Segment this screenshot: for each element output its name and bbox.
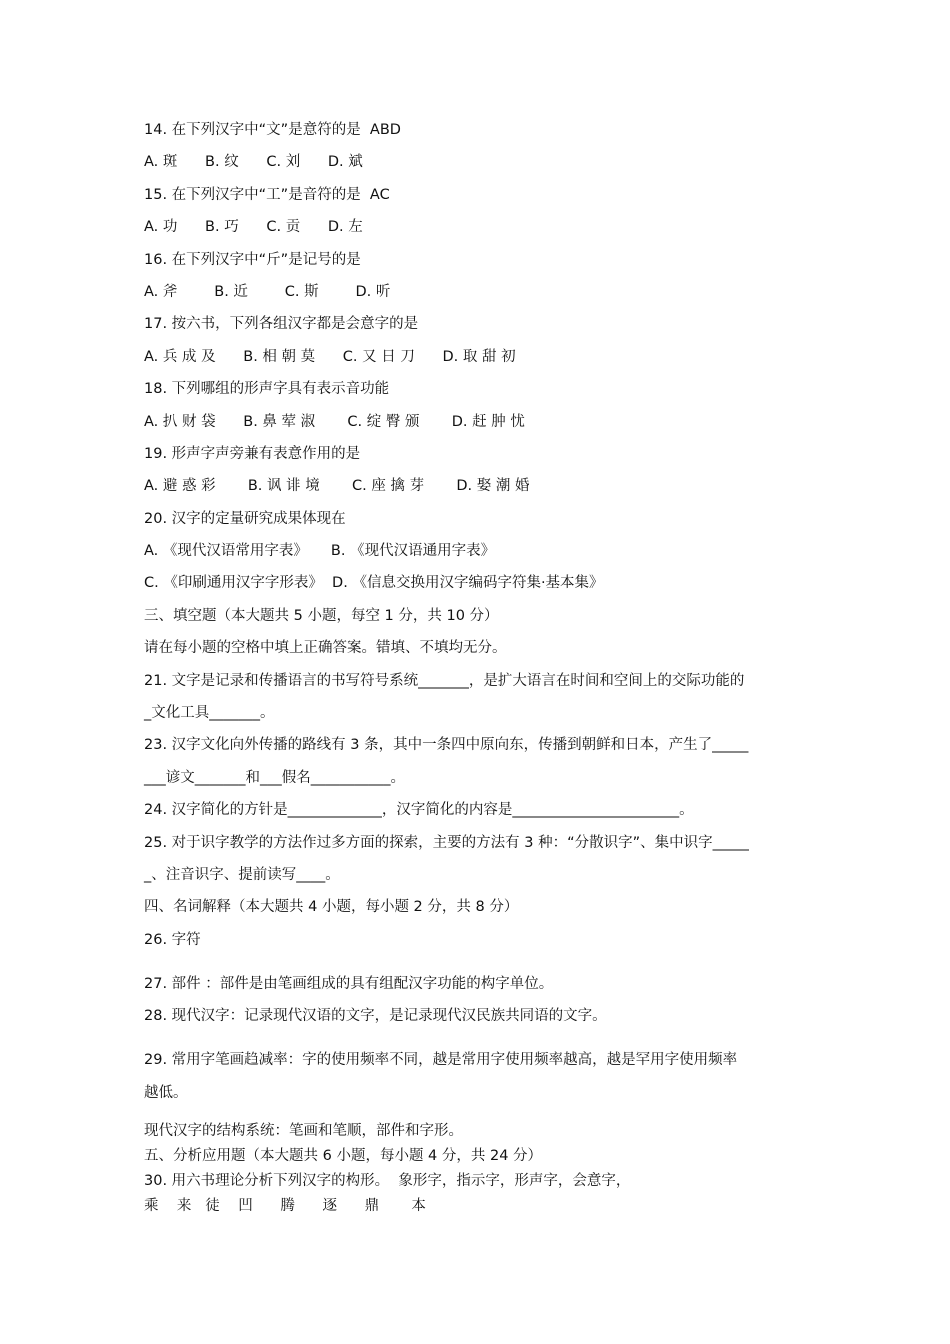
question-21-line1: 21. 文字是记录和传播语言的书写符号系统_______，是扩大语言在时间和空间上的交际功能的 xyxy=(144,672,745,689)
question-25-line1: 25. 对于识字教学的方法作过多方面的探索，主要的方法有 3 种：“分散识字”、集中识字_____ xyxy=(144,834,749,851)
options-19: A. 避 惑 彩 B. 讽 诽 境 C. 座 擒 芽 D. 娶 潮 婚 xyxy=(144,478,530,495)
question-30-characters: 乘 来 徒 凹 腾 逐 鼎 本 xyxy=(144,1197,426,1214)
section-3-heading: 三、填空题（本大题共 5 小题，每空 1 分，共 10 分） xyxy=(144,607,499,624)
question-26: 26. 字符 xyxy=(144,931,201,948)
structure-system-note: 现代汉字的结构系统：笔画和笔顺，部件和字形。 xyxy=(144,1122,463,1139)
options-20-cd: C. 《印刷通用汉字字形表》 D. 《信息交换用汉字编码字符集·基本集》 xyxy=(144,575,604,592)
options-15: A. 功 B. 巧 C. 贡 D. 左 xyxy=(144,219,363,236)
question-18: 18. 下列哪组的形声字具有表示音功能 xyxy=(144,381,390,398)
options-16: A. 斧 B. 近 C. 斯 D. 听 xyxy=(144,283,391,300)
question-27: 27. 部件 ：部件是由笔画组成的具有组配汉字功能的构字单位。 xyxy=(144,975,554,992)
section-5-heading: 五、分析应用题（本大题共 6 小题，每小题 4 分，共 24 分） xyxy=(144,1147,543,1164)
question-16: 16. 在下列汉字中“斤”是记号的是 xyxy=(144,251,361,268)
options-18: A. 扒 财 袋 B. 鼻 荤 淑 C. 绽 臀 颁 D. 赶 肿 忧 xyxy=(144,413,525,430)
spacer xyxy=(144,1109,824,1119)
question-30: 30. 用六书理论分析下列汉字的构形。 象形字，指示字，形声字，会意字， xyxy=(144,1172,631,1189)
document-page xyxy=(144,114,824,1219)
question-29-line1: 29. 常用字笔画趋减率：字的使用频率不同，越是常用字使用频率越高，越是罕用字使用频率 xyxy=(144,1052,738,1069)
question-19: 19. 形声字声旁兼有表意作用的是 xyxy=(144,445,361,462)
question-23-line1: 23. 汉字文化向外传播的路线有 3 条，其中一条四中原向东，传播到朝鲜和日本，产生了_____ xyxy=(144,737,749,754)
question-28: 28. 现代汉字：记录现代汉语的文字，是记录现代汉民族共同语的文字。 xyxy=(144,1008,607,1025)
question-21-line2: _文化工具_______。 xyxy=(144,705,275,722)
question-15: 15. 在下列汉字中“工”是音符的是 AC xyxy=(144,186,390,203)
question-29-line2: 越低。 xyxy=(144,1084,188,1101)
options-17: A. 兵 成 及 B. 相 朝 莫 C. 又 日 刀 D. 取 甜 初 xyxy=(144,348,516,365)
question-17: 17. 按六书，下列各组汉字都是会意字的是 xyxy=(144,316,419,333)
options-20-ab: A. 《现代汉语常用字表》 B. 《现代汉语通用字表》 xyxy=(144,543,496,560)
question-24: 24. 汉字简化的方针是_____________，汉字简化的内容是_______________________。 xyxy=(144,802,694,819)
question-14: 14. 在下列汉字中“文”是意符的是 ABD xyxy=(144,122,401,138)
section-3-instruction: 请在每小题的空格中填上正确答案。错填、不填均无分。 xyxy=(144,640,507,657)
section-4-heading: 四、名词解释（本大题共 4 小题，每小题 2 分，共 8 分） xyxy=(144,899,519,916)
question-25-line2: _、注音识字、提前读写____。 xyxy=(144,866,340,883)
options-14: A. 斑 B. 纹 C. 刘 D. 斌 xyxy=(144,154,363,171)
question-23-line2: ___谚文_______和___假名___________。 xyxy=(144,769,405,786)
question-20: 20. 汉字的定量研究成果体现在 xyxy=(144,510,346,527)
